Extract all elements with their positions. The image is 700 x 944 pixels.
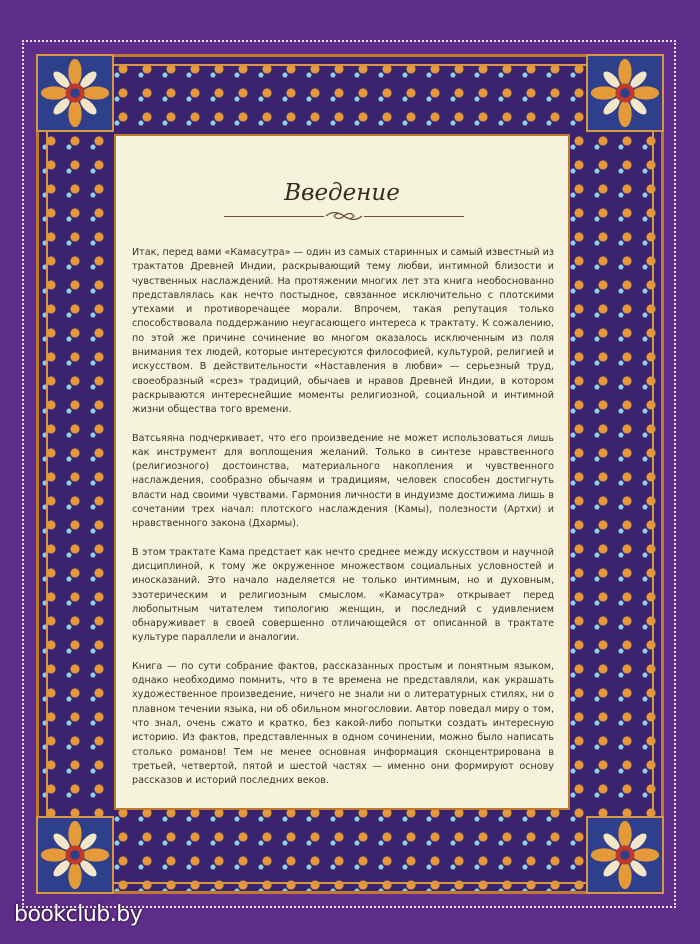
paragraph: В этом трактате Кама предстает как нечто среднее между искусством и научной дисциплиной, к тому же окруженное множеством социальных условностей и иносказаний. Это начало наделяется не только интимным, но и духовным, эзотерическим и религиозным смыслом. «Камасутра» открывает перед любопытным читателем типологию женщин, и последний с удивлением обнаруживает в своей совершенно отличающейся от описанной в трактате культуре параллели и аналогии. [132, 546, 554, 644]
corner-flower-icon [586, 816, 664, 894]
title-ornament-icon [324, 208, 364, 224]
title-rule-left [224, 216, 324, 217]
parchment-panel [114, 134, 570, 810]
corner-flower-icon [36, 816, 114, 894]
corner-flower-icon [586, 54, 664, 132]
corner-flower-icon [36, 54, 114, 132]
paragraph: Ватсьяяна подчеркивает, что его произведение не может использоваться лишь как инструмент для воплощения желаний. Только в синтезе нравственного (религиозного) достоинства, материального накопления и чувственного наслаждения, сообразно обычаям и традициям, человек способен достигнуть власти над своими чувствами. Гармония личности в индуизме достижима лишь в сочетании трех начал: плотского наслаждения (Камы), полезности (Артхи) и нравственного закона (Дхармы). [132, 432, 554, 530]
page-title: Введение [284, 180, 400, 206]
body-text [132, 246, 554, 802]
watermark: bookclub.by [14, 902, 143, 927]
title-rule-right [364, 216, 464, 217]
paragraph: Итак, перед вами «Камасутра» — один из самых старинных и самый известный из трактатов Древней Индии, раскрывающий тему любви, интимной близости и чувственных наслаждений. На протяжении многих лет эта книга необоснованно представлялась как нечто постыдное, связанное исключительно с плотскими утехами и противоречащее морали. Впрочем, такая репутация только способствовала поддержанию неугасающего интереса к трактату. К сожалению, по этой же причине сочинение во многом оказалось исключенным из поля внимания тех людей, которые интересуются философией, культурой, религией и искусством. В действительности «Наставления в любви» — серьезный труд, своеобразный «срез» традиций, обычаев и нравов Древней Индии, в котором раскрываются интереснейшие моменты религиозной, социальной и интимной жизни общества того времени. [132, 247, 555, 416]
paragraph: Книга — по сути собрание фактов, рассказанных простым и понятным языком, однако необходимо помнить, что в те времена не представляли, как украшать художественное произведение, ничего не знали ни о литературных стилях, ни о плавном течении языка, ни об обильном многословии. Автор поведал миру о том, что знал, очень сжато и кратко, без какой-либо попытки создать интересную историю. Из фактов, представленных в одном сочинении, можно было написать столько романов! Тем не менее основная информация сконцентрирована в третьей, четвертой, пятой и шестой частях — именно они формируют основу рассказов и историй последних веков. [132, 660, 554, 787]
